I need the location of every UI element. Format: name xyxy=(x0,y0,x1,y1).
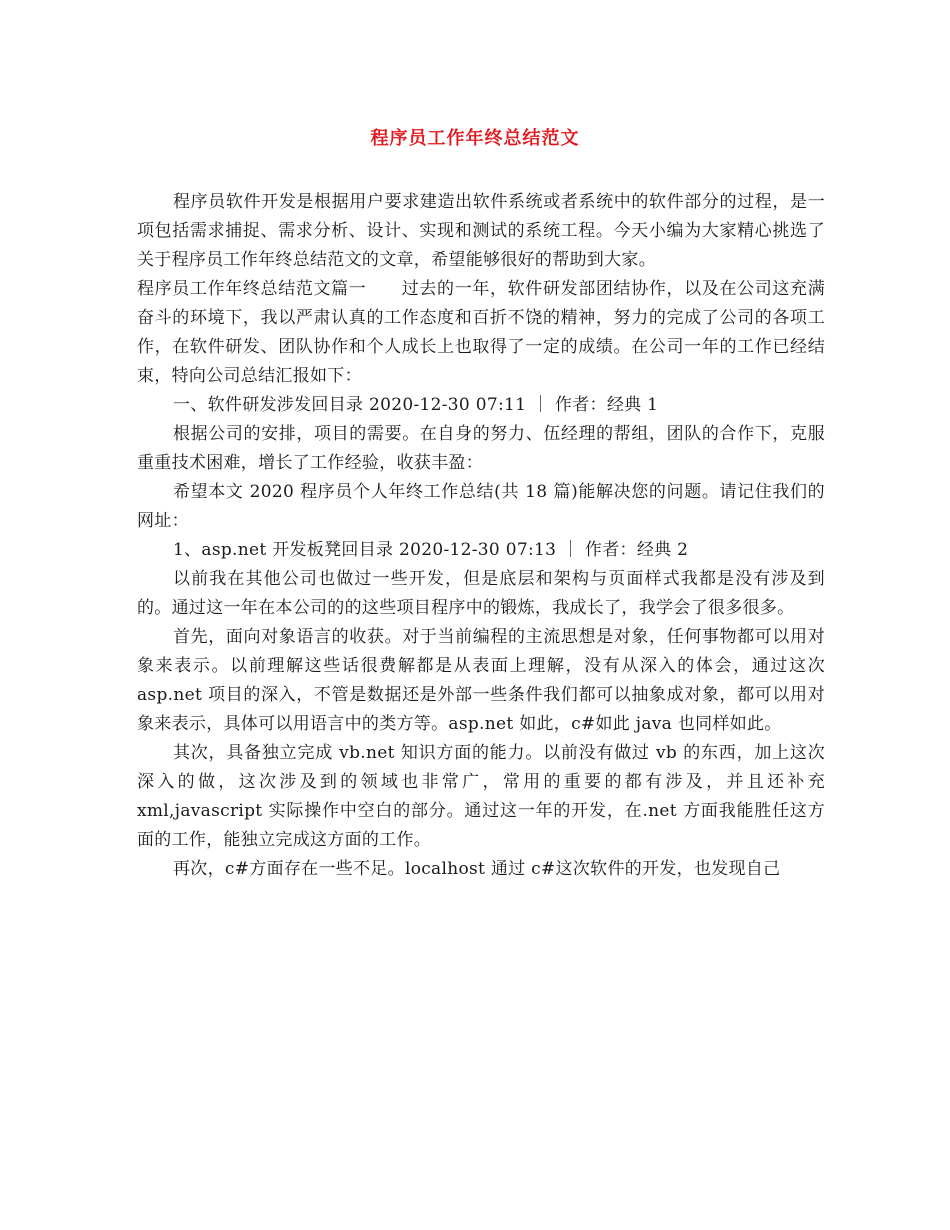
paragraph-first: 首先，面向对象语言的收获。对于当前编程的主流思想是对象，任何事物都可以用对象来表示。以前理解这些话很费解都是从表面上理解，没有从深入的体会，通过这次 asp.net 项目的深入，不管是数据还是外部一些条件我们都可以抽象成对象，都可以用对象来表示，具体可以用语言中的类方等。asp.net 如此，c#如此 java 也同样如此。 xyxy=(137,627,825,734)
document-body xyxy=(137,188,825,884)
paragraph-previous-work: 以前我在其他公司也做过一些开发，但是底层和架构与页面样式我都是没有涉及到的。通过这一年在本公司的的这些项目程序中的锻炼，我成长了，我学会了很多很多。 xyxy=(137,569,825,618)
paragraph-hope: 希望本文 2020 程序员个人年终工作总结(共 18 篇)能解决您的问题。请记住我们的网址： xyxy=(137,482,825,531)
paragraph-part-one: 程序员工作年终总结范文篇一 过去的一年，软件研发部团结协作，以及在公司这充满奋斗的环境下，我以严肃认真的工作态度和百折不饶的精神，努力的完成了公司的各项工作，在软件研发、团队协作和个人成长上也取得了一定的成绩。在公司一年的工作已经结束，特向公司总结汇报如下： xyxy=(137,279,825,386)
paragraph-second: 其次，具备独立完成 vb.net 知识方面的能力。以前没有做过 vb 的东西，加上这次深入的做，这次涉及到的领域也非常广，常用的重要的都有涉及，并且还补充 xml,javascript 实际操作中空白的部分。通过这一年的开发，在.net 方面我能胜任这方面的工作，能独立完成这方面的工作。 xyxy=(137,743,825,850)
paragraph-company-arrangement: 根据公司的安排，项目的需要。在自身的努力、伍经理的帮组，团队的合作下，克服重重技术困难，增长了工作经验，收获丰盈： xyxy=(137,424,825,473)
paragraph-intro: 程序员软件开发是根据用户要求建造出软件系统或者系统中的软件部分的过程，是一项包括需求捕捉、需求分析、设计、实现和测试的系统工程。今天小编为大家精心挑选了关于程序员工作年终总结范文的文章，希望能够很好的帮助到大家。 xyxy=(137,192,825,270)
document-title: 程序员工作年终总结范文 xyxy=(370,128,580,149)
paragraph-section-heading-1: 一、软件研发涉发回目录 2020-12-30 07:11 ｜ 作者：经典 1 xyxy=(173,395,659,415)
paragraph-section-heading-2: 1、asp.net 开发板凳回目录 2020-12-30 07:13 ｜ 作者：经典 2 xyxy=(173,540,689,560)
paragraph-third: 再次，c#方面存在一些不足。localhost 通过 c#这次软件的开发，也发现自己 xyxy=(173,859,781,879)
